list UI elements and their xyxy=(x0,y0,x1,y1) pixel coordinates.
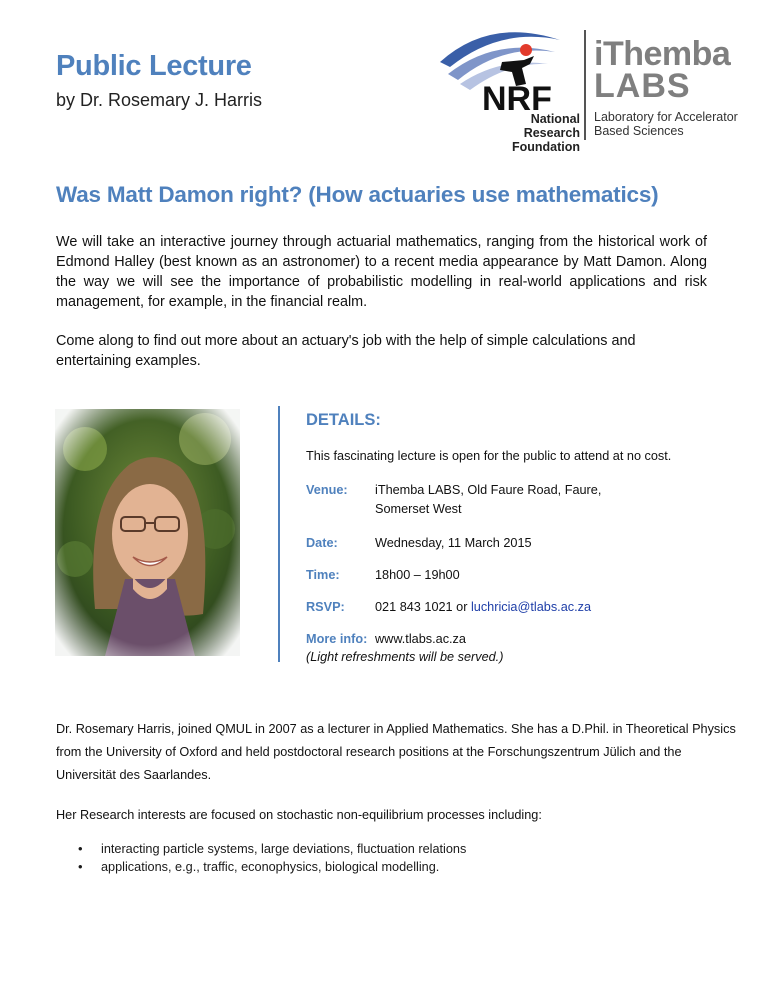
refreshments-note: (Light refreshments will be served.) xyxy=(306,650,504,664)
page-title: Public Lecture xyxy=(56,50,252,82)
ithemba-tag-line2: Based Sciences xyxy=(594,124,684,138)
ithemba-logo-icon xyxy=(594,35,738,138)
portrait-photo-icon xyxy=(55,409,240,656)
date-label: Date: xyxy=(306,536,338,550)
venue-line1: iThemba LABS, Old Faure Road, Faure, xyxy=(375,483,602,497)
speaker-bio: Dr. Rosemary Harris, joined QMUL in 2007 as a lecturer in Applied Mathematics. She has a D.Phil. in Theoretical Physics from the University of Oxford and held postdoctoral research positions at the Forschungszentrum Jülich and the Universität des Saarlandes. xyxy=(56,722,736,782)
time-label: Time: xyxy=(306,568,340,582)
list-item: • interacting particle systems, large deviations, fluctuation relations xyxy=(101,840,466,858)
rsvp-email-link[interactable]: luchricia@tlabs.ac.za xyxy=(470,600,592,614)
details-divider xyxy=(278,406,280,662)
ithemba-name: iThemba xyxy=(594,35,731,73)
logo-divider xyxy=(584,30,586,140)
nrf-wordmark: NRF xyxy=(482,80,552,118)
ithemba-labs: LABS xyxy=(594,67,691,105)
list-item: • applications, e.g., traffic, econophysics, biological modelling. xyxy=(101,858,466,876)
time-value: 18h00 – 19h00 xyxy=(375,568,460,582)
research-interests-intro: Her Research interests are focused on stochastic non-equilibrium processes including: xyxy=(56,808,542,822)
nrf-caption-line2: Foundation xyxy=(511,140,580,154)
lecture-come-along: Come along to find out more about an actuary's job with the help of simple calculations and entertaining examples. xyxy=(56,333,636,369)
speaker-byline: by Dr. Rosemary J. Harris xyxy=(56,90,263,110)
rsvp-value xyxy=(375,598,591,616)
moreinfo-url-link[interactable]: www.tlabs.ac.za xyxy=(375,632,466,646)
rsvp-phone: 021 843 1021 or xyxy=(375,600,471,614)
research-interests-list xyxy=(56,840,466,876)
nrf-caption xyxy=(476,112,580,154)
details-heading: DETAILS: xyxy=(306,411,381,429)
ithemba-tag-line1: Laboratory for Accelerator xyxy=(594,110,738,124)
venue-label: Venue: xyxy=(306,483,348,497)
venue-line2: Somerset West xyxy=(375,502,462,516)
lecture-title: Was Matt Damon right? (How actuaries use mathematics) xyxy=(56,182,659,207)
ithemba-tagline xyxy=(594,110,738,138)
lecture-intro: We will take an interactive journey through actuarial mathematics, ranging from the historical work of Edmond Halley (best known as an astronomer) to a recent media appearance by Matt Damon. Along the way we will see the importance of probabilistic modelling in real-world applications and risk management, for example, in the financial realm. xyxy=(56,234,707,310)
rsvp-label: RSVP: xyxy=(306,600,345,614)
moreinfo-label: More info: xyxy=(306,632,368,646)
date-value: Wednesday, 11 March 2015 xyxy=(375,536,532,550)
nrf-caption-line1: National Research xyxy=(523,112,580,140)
details-intro: This fascinating lecture is open for the public to attend at no cost. xyxy=(306,449,672,463)
